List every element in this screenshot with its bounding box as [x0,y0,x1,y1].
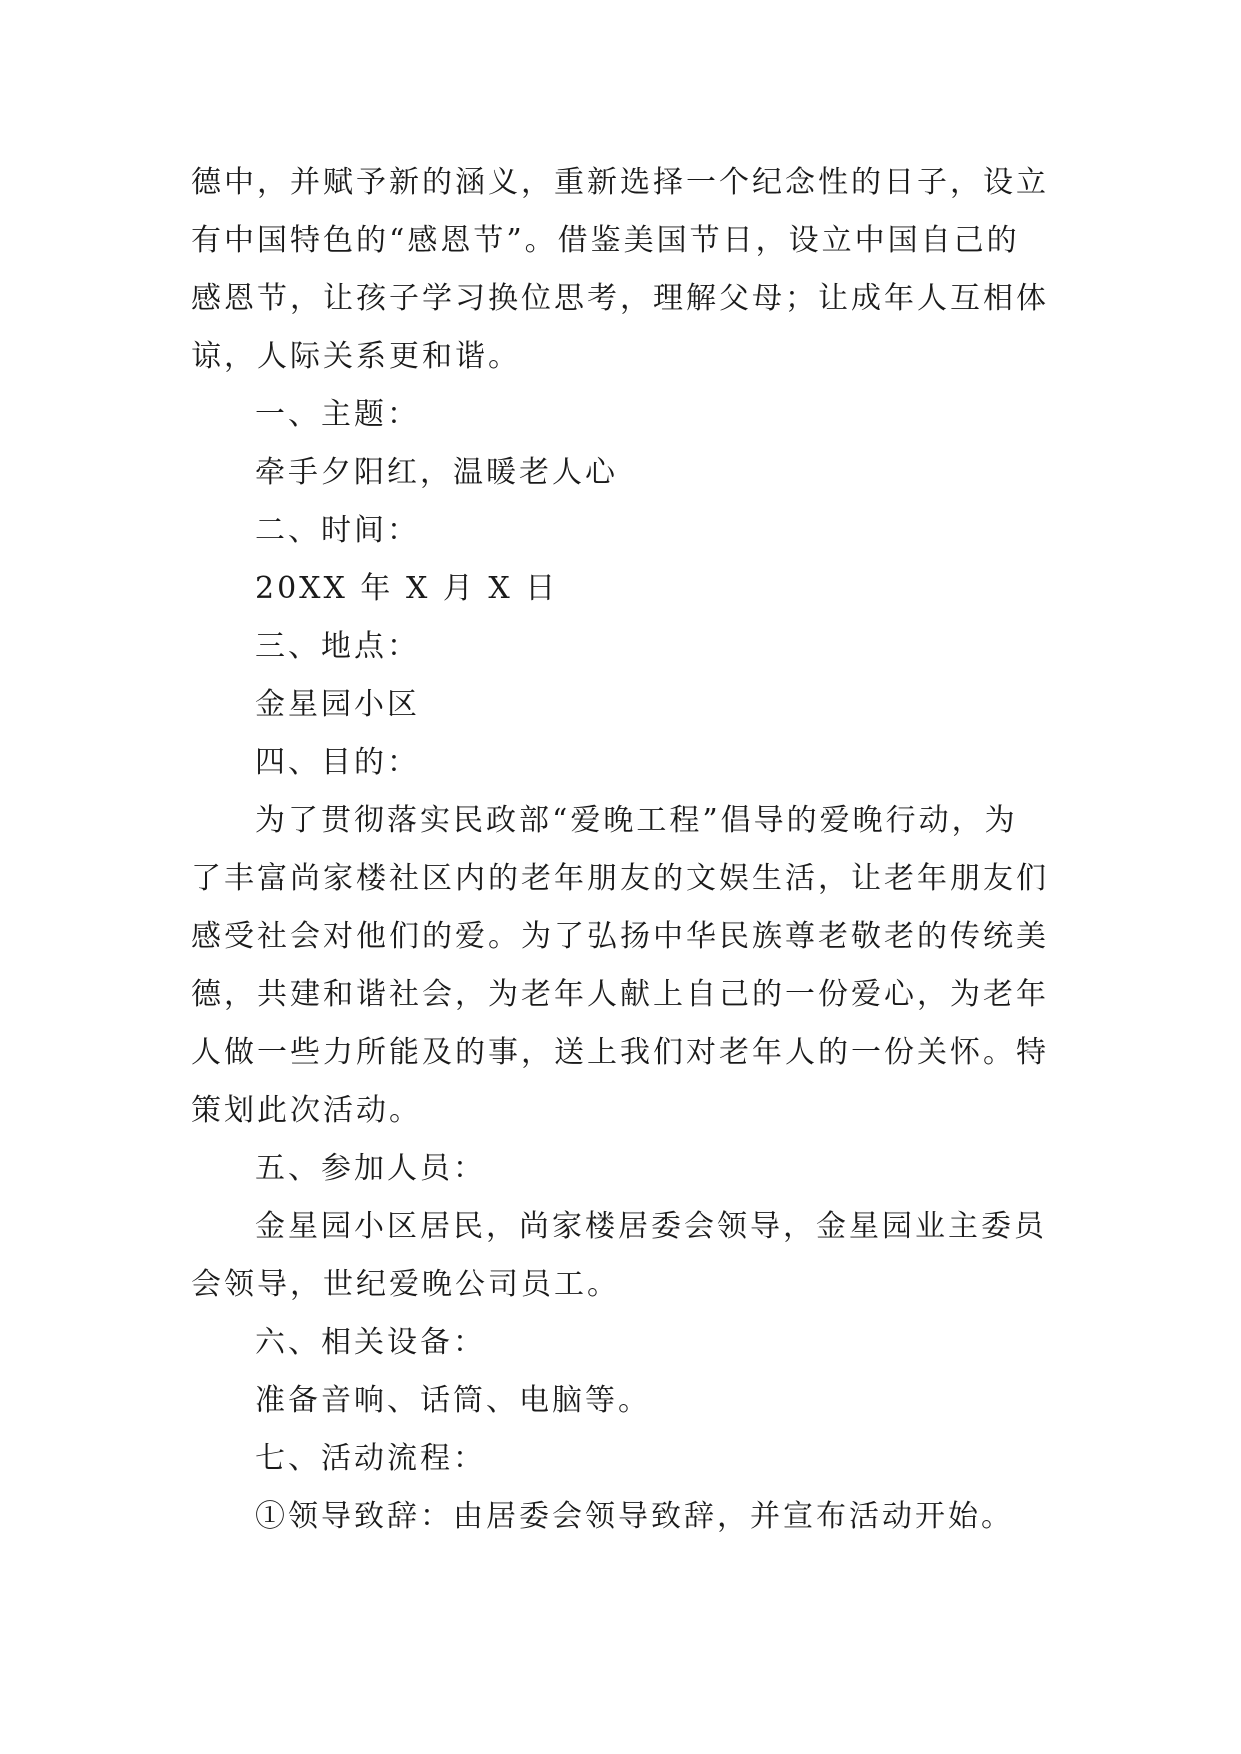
intro-line: 德中，并赋予新的涵义，重新选择一个纪念性的日子，设立 [191,165,1049,200]
intro-line: 感恩节，让孩子学习换位思考，理解父母；让成年人互相体 [191,281,1049,316]
section-body-purpose [191,792,1051,1140]
purpose-line: 德，共建和谐社会，为老年人献上自己的一份爱心，为老年 [191,977,1049,1012]
section-body-participants [191,1198,1051,1314]
participants-line: 会领导，世纪爱晚公司员工。 [191,1267,620,1302]
section-heading-theme: 一、主题： [255,397,420,432]
section-body-theme: 牵手夕阳红，温暖老人心 [255,455,618,490]
section-heading-purpose: 四、目的： [255,745,420,780]
section-body-equipment: 准备音响、话筒、电脑等。 [255,1383,651,1418]
participants-line: 金星园小区居民，尚家楼居委会领导，金星园业主委员 [255,1209,1047,1244]
section-body-time: 20XX 年 X 月 X 日 [255,571,559,606]
section-body-location: 金星园小区 [255,687,420,722]
purpose-line: 为了贯彻落实民政部“爱晚工程”倡导的爱晚行动，为 [255,803,1018,838]
purpose-line: 感受社会对他们的爱。为了弘扬中华民族尊老敬老的传统美 [191,919,1049,954]
document-page [191,154,1051,1546]
section-heading-location: 三、地点： [255,629,420,664]
intro-line: 谅，人际关系更和谐。 [191,339,521,374]
purpose-line: 人做一些力所能及的事，送上我们对老年人的一份关怀。特 [191,1035,1049,1070]
process-item-1: ①领导致辞：由居委会领导致辞，并宣布活动开始。 [255,1499,1014,1534]
section-heading-participants: 五、参加人员： [255,1151,486,1186]
section-heading-equipment: 六、相关设备： [255,1325,486,1360]
intro-line: 有中国特色的“感恩节”。借鉴美国节日，设立中国自己的 [191,223,1020,258]
purpose-line: 策划此次活动。 [191,1093,422,1128]
section-heading-time: 二、时间： [255,513,420,548]
purpose-line: 了丰富尚家楼社区内的老年朋友的文娱生活，让老年朋友们 [191,861,1049,896]
section-heading-process: 七、活动流程： [255,1441,486,1476]
intro-paragraph [191,154,1051,386]
